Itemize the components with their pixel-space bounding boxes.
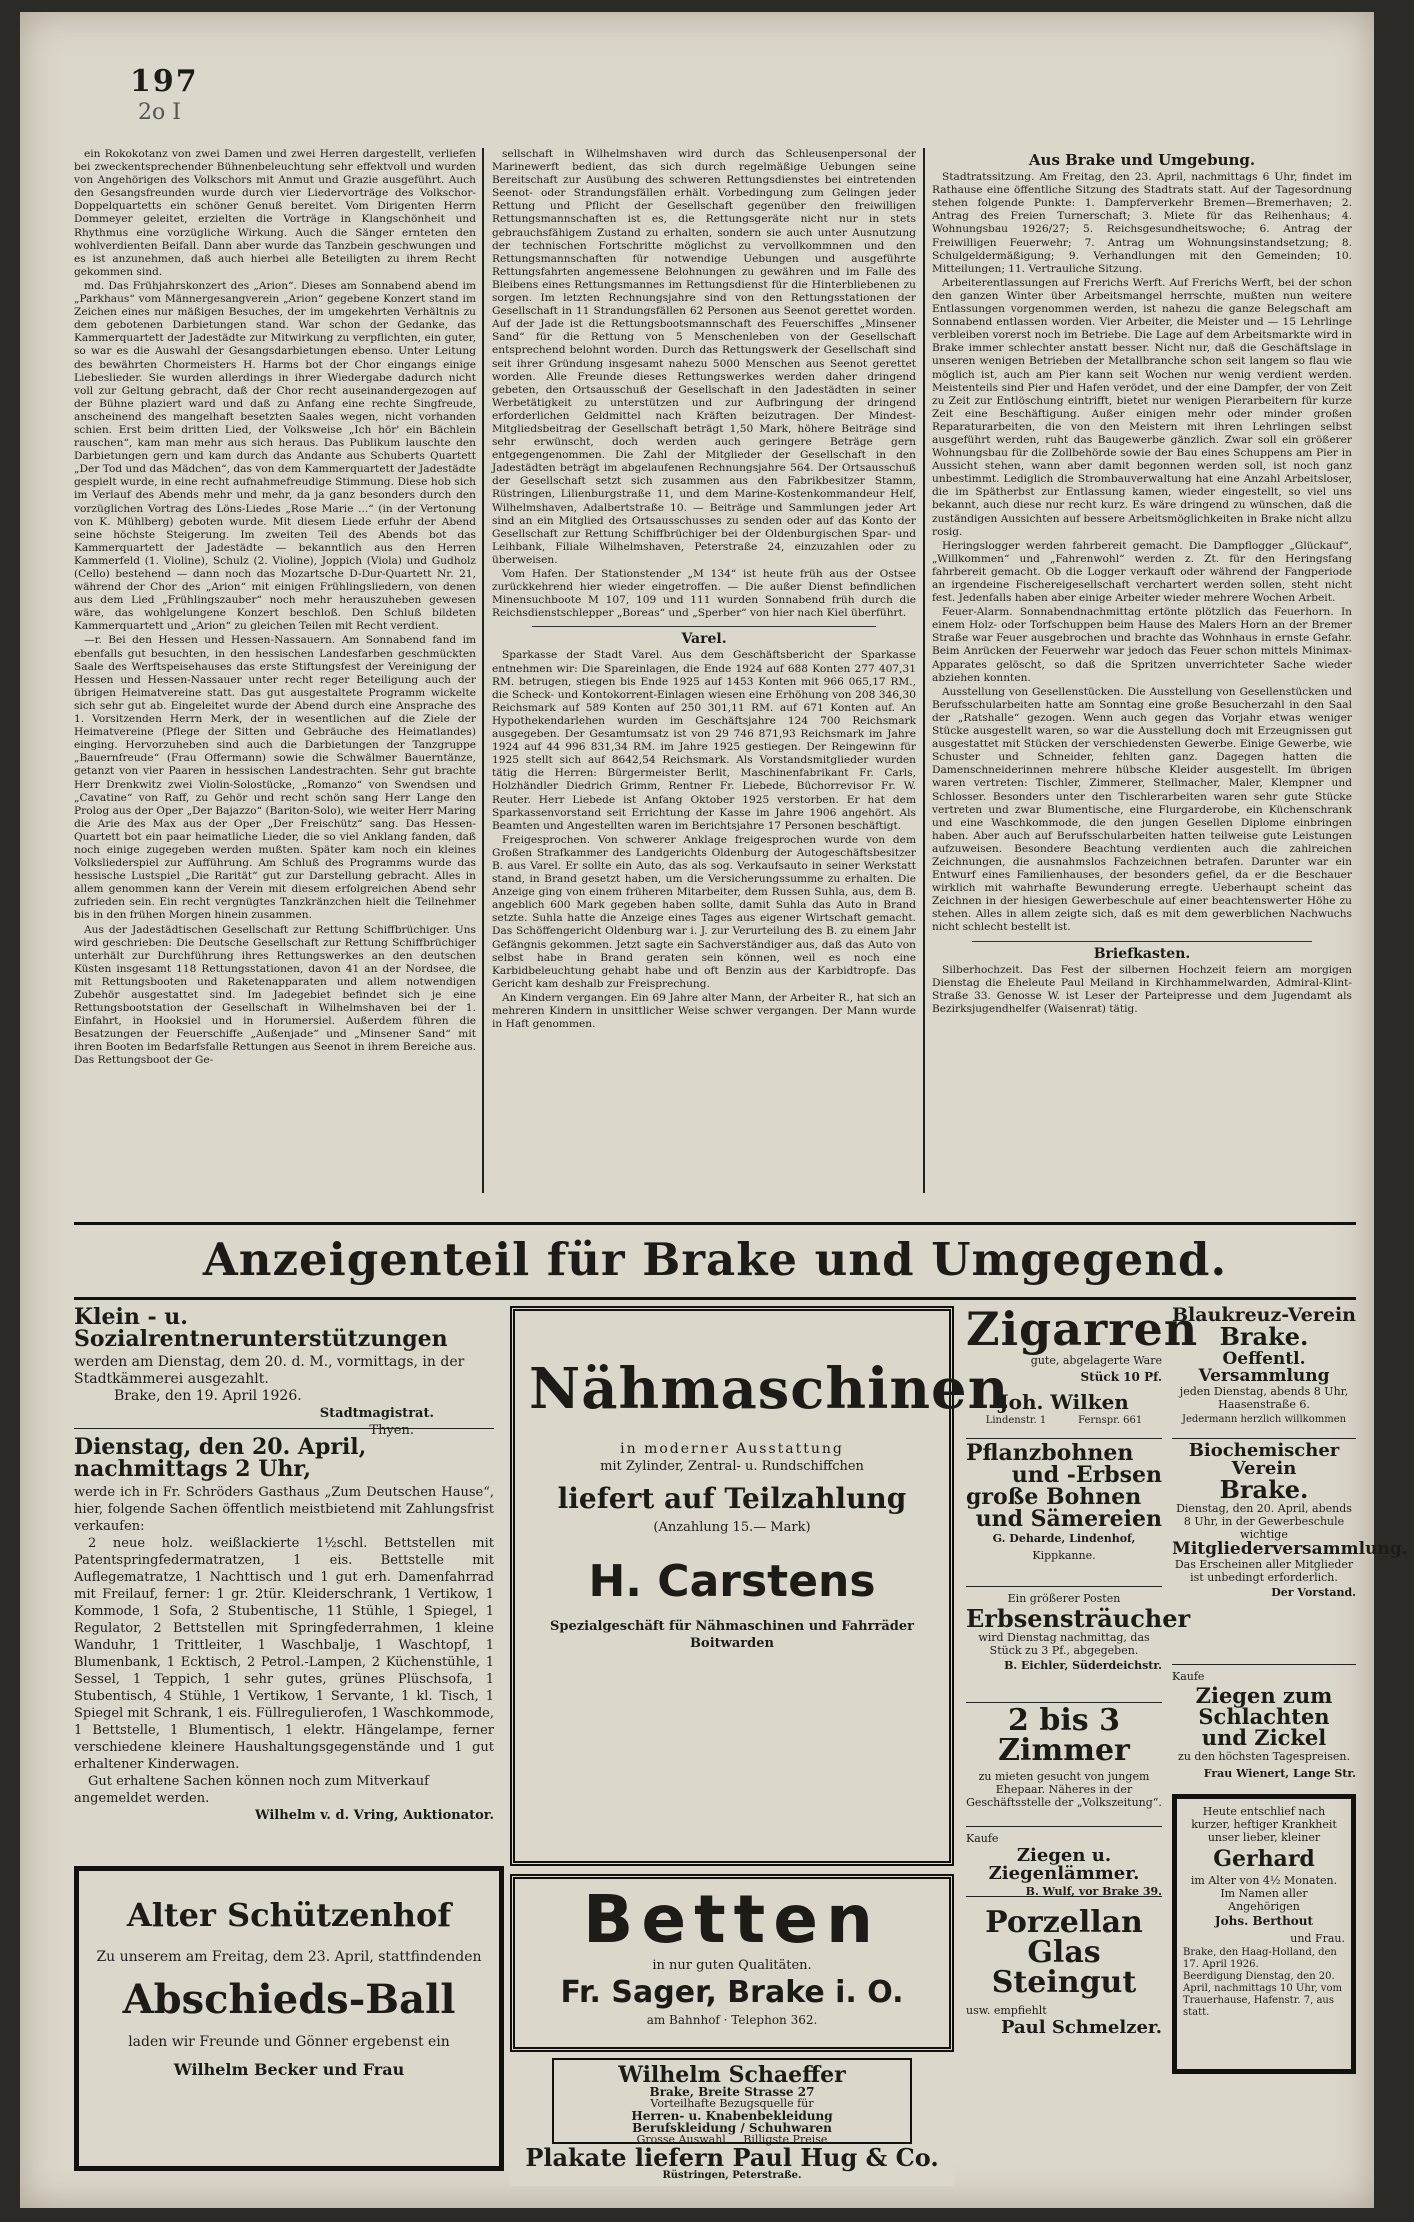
ad-body: Dienstag, den 20. April, abends 8 Uhr, in der Gewerbeschule wichtige <box>1176 1502 1352 1541</box>
ad-pflanzbohnen <box>966 1442 1162 1584</box>
ad-body: Brake, Breite Strasse 27 <box>649 2085 815 2099</box>
divider <box>966 1438 1162 1439</box>
ad-body: Kaufe <box>1172 1670 1205 1683</box>
ad-event: Abschieds-Ball <box>122 1976 456 2023</box>
ad-title: Zigarren <box>966 1302 1199 1356</box>
ad-title: Steingut <box>991 1965 1137 2000</box>
ad-zigarren <box>966 1302 1199 1436</box>
ad-signature: Frau Wienert, Lange Str. <box>1203 1767 1356 1780</box>
page-number: 197 <box>130 64 199 99</box>
ad-title: und -Erbsen <box>1011 1462 1162 1488</box>
divider <box>966 1826 1162 1827</box>
paragraph: Arbeiterentlassungen auf Frerichs Werft. Auf Frerichs Werft, bei der schon den ganzen Winter über Arbeitsmangel herrschte, mußten nun weitere Entlassungen vorgenommen werden, ist nahezu die ganze Belegschaft am Sonnabend entlassen worden. Vier Arbeiter, die Meister und — 15 Lehrlinge verbleiben vorerst noch im Betriebe. Die Lage auf dem Arbeitsmarkte wird in Brake immer schlechter anstatt besser. Nicht nur, daß die Geschäftslage in unseren wenigen Betrieben der Metallbranche schon seit langem so flau wie möglich ist, auch am Pier kann seit Wochen nur wenig verdient werden. Meistenteils sind Pier und Hafen verödet, und der eine Dampfer, der von Zeit zu Zeit zur Entlöschung eintrifft, bietet nur wenigen Pierarbeitern für kurze Zeit eine Beschäftigung. Außer einigen mehr oder minder großen Reparaturarbeiten, die von den Meistern mit ihren Lehrlingen selbst ausgeführt werden, ruht das Baugewerbe gänzlich. Zwar soll ein größerer Wohnungsbau für die Zollbehörde sowie der Bau eines Schuppens am Pier in Aussicht stehen, wann aber damit begonnen werden soll, ist noch ganz unbestimmt. Lediglich die Strombauverwaltung hat eine Anzahl Arbeitsloser, die im Spätherbst zur Entlassung kamen, wieder eingestellt, so viel uns bekannt, auch diese nur recht kurz. Es wäre dringend zu wünschen, daß die zuständigen Aussichten auf bessere Arbeitsmöglichkeiten in Brake nicht allzu rosig. <box>932 276 1352 538</box>
paragraph: Silberhochzeit. Das Fest der silbernen Hochzeit feiern am morgigen Dienstag die Eheleute Paul Meiland in Kirchhammelwarden, Admiral-Klint-Straße 33. Genosse W. ist Leser der Parteipresse und dem Jugendamt als Bezirksjugendhelfer (Waisenrat) tätig. <box>932 963 1352 1015</box>
ad-title: Alter Schützenhof <box>126 1896 452 1934</box>
ad-name: Gerhard <box>1213 1846 1315 1872</box>
ad-place: Boitwarden <box>690 1636 774 1651</box>
ad-body: usw. empfiehlt <box>966 2004 1047 2017</box>
paragraph: Feuer-Alarm. Sonnabendnachmittag ertönte plötzlich das Feuerhorn. In einem Holz- oder Torfschuppen beim Hause des Malers Horn an der Bremer Straße war Feuer ausgebrochen und brachte das Wohnhaus in ernste Gefahr. Beim Anrücken der Feuerwehr war jedoch das Feuer schon mittels Minimax-Apparates gelöscht, so daß die Spritzen unverrichteter Sache wieder abziehen konnten. <box>932 606 1352 684</box>
ad-zimmer <box>966 1703 1162 1824</box>
ads-banner: Anzeigenteil für Brake und Umgegend. <box>74 1222 1356 1300</box>
ad-title: Plakate liefern Paul Hug & Co. <box>525 2143 939 2172</box>
ad-rentner <box>74 1304 494 1438</box>
ad-name: H. Carstens <box>588 1556 876 1607</box>
ad-body: Jedermann herzlich willkommen <box>1181 1414 1347 1425</box>
paragraph: md. Das Frühjahrskonzert des „Arion“. Dieses am Sonnabend abend im „Parkhaus“ vom Männergesangverein „Arion“ gegebene Konzert stand im Zeichen eines nur mäßigen Besuches, der im umgekehrten Verhältnis zu dem gebotenen Darbietungen stand. War schon der Gedanke, das Kammerquartett der Jadestädte zur Mitwirkung zu verpflichten, ein guter, so war es die Auswahl der Gesangsdarbietungen ebenso. Unter Leitung des bewährten Chormeisters H. Harms bot der Chor eingangs einige Liebeslieder. Sie wurden allerdings in ihrer Wiedergabe dadurch nicht voll zur Geltung gebracht, daß der Chor recht auseinandergezogen auf der Bühne plaziert ward und daß zu Anfang eine rechte Singfreude, anscheinend des mangelhaft besetzten Saales wegen, nicht vorhanden schien. Erst beim dritten Lied, der Volksweise „Ich hör' ein Bächlein rauschen“, kam man mehr aus sich heraus. Das Publikum lauschte den Darbietungen gern und kam durch das Andante aus Schuberts Quartett „Der Tod und das Mädchen“, das von dem Kammerquartett der Jadestädte gespielt wurde, in eine recht aufnahmefreudige Stimmung. Diese hob sich im Verlauf des Abends mehr und mehr, da ja ganz besonders durch den vorzüglichen Vortrag des Löns-Liedes „Rose Marie ...“ (in der Vertonung von K. Mühlberg) geboten wurde. Mit diesem Liede erfuhr der Abend seine höchste Steigerung. Im zweiten Teil des Abends bot das Kammerquartett der Jadestädte — bekanntlich aus den Herren Kammerfeld (1. Violine), Schulz (2. Violine), Joppich (Viola) und Gudholz (Cello) bestehend — dann noch das Mozartsche D-Dur-Quartett Nr. 21, während der Chor des „Arion“ mit einigen Frühlingsliedern, von denen aus dem Lied „Frühlingszauber“ noch mehr herauszuheben gewesen wäre, das wohlgelungene Konzert beschloß. Den Schluß bildeten Kammerquartett und „Arion“ zu gleichen Teilen mit Recht verdient. <box>74 279 476 633</box>
ad-title: Glas <box>1027 1935 1101 1970</box>
section-heading-varel: Varel. <box>681 631 727 648</box>
ad-signature: Stadtmagistrat. <box>319 1406 434 1421</box>
ad-body: mit Zylinder, Zentral- u. Rundschiffchen <box>600 1459 864 1474</box>
ad-title: große Bohnen <box>966 1484 1142 1510</box>
ad-body: Ein größerer Posten <box>1007 1592 1121 1605</box>
ad-body: in moderner Ausstattung <box>620 1441 844 1457</box>
column-2 <box>492 148 916 1198</box>
ad-body: Spezialgeschäft für Nähmaschinen und Fahrräder <box>550 1619 914 1634</box>
section-heading-brake: Aus Brake und Umgebung. <box>1028 151 1256 169</box>
ad-body: Stück 10 Pf. <box>1080 1370 1162 1384</box>
paragraph: Vom Hafen. Der Stationstender „M 134“ ist heute früh aus der Ostsee zurückkehrend hier wieder eingetroffen. — Die außer Dienst befindlichen Minensuchboote M 107, 109 und 111 wurden Sonnabend früh durch die Reichsdienstschlepper „Boreas“ und „Sperber“ von hier nach Kiel überführt. <box>492 568 916 620</box>
section-heading-briefkasten: Briefkasten. <box>1093 945 1191 962</box>
ad-plakate-box <box>510 2143 954 2186</box>
ad-title: Pflanzbohnen <box>966 1440 1134 1466</box>
ad-title: und Zickel <box>1201 1725 1327 1750</box>
ad-body: Herren- u. Knabenbekleidung <box>631 2109 833 2123</box>
ad-biochemie <box>1172 1440 1408 1662</box>
ad-body: im Alter von 4½ Monaten. <box>1190 1874 1338 1887</box>
ad-title: Dienstag, den 20. April, nachmittags 2 Uhr, <box>74 1434 367 1482</box>
ad-porzellan <box>966 1900 1162 2080</box>
divider <box>966 1896 1162 1897</box>
column-3 <box>932 148 1352 1198</box>
ad-body: in nur guten Qualitäten. <box>652 1958 812 1973</box>
ad-traueranzeige <box>1172 1794 1356 2074</box>
ad-betten <box>510 1874 954 2052</box>
ad-title: Porzellan <box>985 1905 1143 1940</box>
ad-title: Mitgliederversammlung. <box>1172 1539 1408 1559</box>
ad-signature: B. Wulf, vor Brake 39. <box>1025 1885 1162 1898</box>
ad-name: Fr. Sager, Brake i. O. <box>560 1975 904 2010</box>
ad-title: und Sämereien <box>975 1506 1162 1532</box>
ad-signature: Der Vorstand. <box>1271 1586 1356 1599</box>
ad-body: Gut erhaltene Sachen können noch zum Mitverkauf angemeldet werden. <box>74 1774 429 1806</box>
ad-body: Im Namen aller Angehörigen <box>1220 1887 1308 1913</box>
ad-signature: Thyen. <box>369 1423 414 1438</box>
divider <box>972 941 1312 942</box>
ad-title: Biochemischer Verein <box>1188 1440 1340 1479</box>
ad-place: Kippkanne. <box>1032 1549 1096 1562</box>
ad-title: Brake. <box>1219 1475 1309 1504</box>
divider <box>1172 1438 1356 1439</box>
ad-body: 2 neue holz. weißlackierte 1½schl. Bettstellen mit Patentspringfedermatratzen, 1 eis. Bettstelle mit Auflegematratze, 1 Nachttisch und 1 gut erh. Damenfahrrad mit Freilauf, ferner: 1 gr. 2tür. Kleiderschrank, 1 Vertikow, 1 Kommode, 1 Sofa, 2 Stubentische, 11 Stühle, 1 Spiegel, 1 Regulator, 2 Bettstellen mit Springfederrahmen, 1 kleine Wanduhr, 1 Trittleiter, 1 Waschbalje, 1 Waschtopf, 1 Blumenbank, 1 Ecktisch, 2 Petrol.-Lampen, 2 Küchenstühle, 1 Sessel, 1 Teppich, 1 sehr gutes, grünes Plüschsofa, 1 Stubentisch, 4 Stühle, 1 Vertikow, 1 Servante, 1 kl. Tisch, 1 Spiegel mit Schrank, 1 eis. Füllregulierofen, 1 Waschkommode, 1 Bettstelle, 1 Blumentisch, 1 elektr. Hängelampe, ferner verschiedene kleinere Haushaltungsgegenstände und 1 gut erhaltener Kinderwagen. <box>74 1536 494 1772</box>
ad-auktion <box>74 1436 494 1836</box>
divider <box>966 1586 1162 1587</box>
ad-blaukreuz <box>1172 1306 1356 1436</box>
ad-title: Klein - u. Sozialrentnerunterstützungen <box>74 1304 448 1352</box>
ad-body: Berufskleidung / Schuhwaren <box>632 2121 832 2135</box>
paragraph: ein Rokokotanz von zwei Damen und zwei Herren dargestellt, verliefen bei zweckentsprechender Bühnenbeleuchtung sehr effektvoll und wurden von Angehörigen des Volkschors mit Anmut und Grazie ausgeführt. Auch den Gesangsfreunden wurde durch vier Liedervorträge des Volkschor-Doppelquartetts ein schöner Genuß bereitet. Vom Dirigenten Herrn Dommeyer geleitet, erzielten die Vorträge in Klangschönheit und Rhythmus eine vorzügliche Wirkung. Auch die Sänger ernteten den wohlverdienten Beifall. Dann aber wurde das Tanzbein geschwungen und es ist anzunehmen, daß auch hierbei alle Beteiligten zu ihrem Recht gekommen sind. <box>74 148 476 278</box>
ad-body: Vorteilhafte Bezugsquelle für <box>650 2097 814 2110</box>
ad-signature: Wilhelm Becker und Frau <box>173 2060 405 2079</box>
ads-section <box>74 1302 1408 2186</box>
ad-body: Brake, den Haag-Holland, den 17. April 1926. <box>1183 1947 1337 1970</box>
ad-body: Beerdigung Dienstag, den 20. April, nachmittags 10 Uhr, vom Trauerhause, Hafenstr. 7, aus statt. <box>1183 1971 1342 2018</box>
ad-headline: liefert auf Teilzahlung <box>557 1482 907 1515</box>
ad-body: zu den höchsten Tagespreisen. <box>1178 1750 1350 1763</box>
paragraph: Stadtratssitzung. Am Freitag, den 23. April, nachmittags 6 Uhr, findet im Rathause eine öffentliche Sitzung des Stadtrats statt. Auf der Tagesordnung stehen folgende Punkte: 1. Dampferverkehr Bremen—Bremerhaven; 2. Antrag des Freien Turnerschaft; 3. Miete für das Reihenhaus; 4. Wohnungsbau 1926/27; 5. Reichsgesundheitswoche; 6. Antrag der Freiwilligen Feuerwehr; 7. Antrag um Wohnungsinstandsetzung; 8. Schulgeldermäßigung; 9. Verhandlungen mit den Gemeinden; 10. Mitteilungen; 11. Vertrauliche Sitzung. <box>932 171 1352 275</box>
ad-signature: Wilhelm v. d. Vring, Auktionator. <box>255 1808 494 1823</box>
ad-place: Brake, den 19. April 1926. <box>114 1388 302 1404</box>
ad-body: Heute entschlief nach kurzer, heftiger Krankheit unser lieber, kleiner <box>1191 1805 1337 1844</box>
ad-body: gute, abgelagerte Ware <box>1030 1354 1162 1367</box>
paragraph: Aus der Jadestädtischen Gesellschaft zur Rettung Schiffbrüchiger. Uns wird geschrieben: Die Deutsche Gesellschaft zur Rettung Schiffbrüchiger unterhält zur Durchführung ihres Rettungswerkes an den deutschen Küsten insgesamt 118 Rettungsstationen, davon 41 an der Nordsee, die mit Rettungsbooten und Raketenapparaten und allem notwendigen Zubehör ausgestattet sind. Im Jadegebiet befindet sich je eine Rettungsbootstation der Gesellschaft in Wilhelmshaven bei der 1. Einfahrt, in Hooksiel und in Horumersiel. Außerdem führen die Besatzungen der Feuerschiffe „Außenjade“ und „Minsener Sand“ mit ihren Booten im Bedarfsfalle Rettungen aus Seenot in ihrem Bereiche aus. Das Rettungsboot der Ge- <box>74 923 476 1067</box>
column-divider <box>923 148 925 1193</box>
ad-body: Grosse Auswahl Billigste Preise <box>636 2133 828 2146</box>
divider <box>74 1428 494 1429</box>
ad-name: Paul Schmelzer. <box>1000 2017 1162 2038</box>
ad-body: jeden Dienstag, abends 8 Uhr, Haasenstraße 6. <box>1179 1385 1349 1411</box>
paragraph: Heringslogger werden fahrbereit gemacht. Die Dampflogger „Glückauf“, „Willkommen“ und „Fahrenwohl“ werden z. Zt. für den Heringsfang fahrbereit gemacht. Ob die Logger verkauft oder während der Fangperiode an irgendeine Fischereigesellschaft verchartert werden sollen, steht nicht fest. Jedenfalls haben aber einige Arbeiter wieder mehrere Wochen Arbeit. <box>932 539 1352 605</box>
ad-body: zu mieten gesucht von jungem Ehepaar. Näheres in der Geschäftsstelle der „Volkszeitung“. <box>966 1770 1162 1809</box>
ad-body: werden am Dienstag, dem 20. d. M., vormittags, in der Stadtkämmerei ausgezahlt. <box>74 1354 465 1387</box>
ad-body: Zu unserem am Freitag, dem 23. April, stattfindenden <box>96 1949 482 1965</box>
ad-ziegen-lammer <box>966 1830 1162 1898</box>
ad-title: Ziegen u. Ziegenlämmer. <box>988 1845 1140 1884</box>
ad-title: 2 bis 3 Zimmer <box>998 1703 1130 1768</box>
column-divider <box>482 148 484 1193</box>
divider <box>532 626 876 627</box>
paragraph: Sparkasse der Stadt Varel. Aus dem Geschäftsbericht der Sparkasse entnehmen wir: Die Spareinlagen, die Ende 1924 auf 688 Konten 277 407,31 RM. betrugen, stiegen bis Ende 1925 auf 1453 Konten mit 966 065,17 RM., die Scheck- und Kontokorrent-Einlagen wiesen eine Erhöhung von 208 346,30 Reichsmark auf 589 Konten auf 250 301,11 RM. auf 671 Konten auf. An Hypothekendarlehen wurden im Geschäftsjahre 124 700 Reichsmark ausgegeben. Der Gesamtumsatz ist von 29 746 871,93 Reichsmark im Jahre 1924 auf 44 996 831,34 RM. im Jahre 1925 gestiegen. Der Reingewinn für 1925 stellt sich auf 8642,54 Reichsmark. Als Vorstandsmitglieder wurden tätig die Herren: Bürgermeister Berlit, Maschinenfabrikant Fr. Carls, Holzhändler Diedrich Grimm, Rentner Fr. Liebede, Büchorrevisor Fr. W. Reuter. Herr Liebede ist Anfang Oktober 1925 verstorben. Er hat dem Sparkassenvorstand seit Errichtung der Kasse im Jahre 1906 angehört. Als Beamten und Angestellten waren im Berichtsjahre 17 Personen beschäftigt. <box>492 649 916 832</box>
ad-name: Joh. Wilken <box>999 1390 1129 1414</box>
ad-ziegen-schlachten <box>1172 1668 1356 1786</box>
ad-signature: Johs. Berthout <box>1214 1914 1314 1928</box>
ad-signature: B. Eichler, Süderdeichstr. <box>1004 1659 1162 1672</box>
ad-title: Ziegen zum Schlachten <box>1195 1683 1333 1729</box>
ad-body: werde ich in Fr. Schröders Gasthaus „Zum Deutschen Hause“, hier, folgende Sachen öffentlich meistbietend mit Zahlungsfrist verkaufen: <box>74 1485 494 1534</box>
ad-title: Blaukreuz-Verein <box>1172 1304 1356 1326</box>
paragraph: —r. Bei den Hessen und Hessen-Nassauern. Am Sonnabend fand im ebenfalls gut besuchten, in den hessischen Landesfarben geschmückten Saale des Werftspeisehauses das erste Stiftungsfest der Vereinigung der Hessen und Hessen-Nassauer unter recht reger Beteiligung auch der übrigen Heimatvereine statt. Das gut ausgestaltete Programm wickelte sich sehr gut ab. Eingeleitet wurde der Abend durch eine Ansprache des 1. Vorsitzenden Herrn Merk, der in wesentlichen auf die Ziele der Heimatvereine (Pflege der Sitten und Gebräuche des Heimatlandes) einging. Hervorzuheben sind auch die Darbietungen der Tanzgruppe „Bauernfreude“ (Frau Offermann) sowie die Schwälmer Bauerntänze, getanzt von vier Paaren in hessischen Landestrachten. Sehr gut brachte Herr Drenkwitz zwei Violin-Solostücke, „Romanzo“ von Swendsen und „Cavatine“ von Raff, zu Gehör und recht schön sang Herr Lange den Prolog aus der Oper „Der Bajazzo“ (Bariton-Solo), wie weiter Herr Maring die Arie des Max aus der Oper „Der Freischütz“ sang. Das Hessen-Quartett bot ein paar heimatliche Lieder, die so viel Anklang fanden, daß noch einige zugegeben werden mußten. Später kam noch ein kleines Volksliederspiel zur Aufführung. Am Schluß des Programms wurde das hessische Lustspiel „Die Rarität“ gut zur Darstellung gebracht. Alles in allem genommen kann der Verein mit diesem erfolgreichen Abend sehr zufrieden sein. Ein recht vergnügtes Tanzkränzchen hielt die Teilnehmer bis in den frühen Morgen hinein zusammen. <box>74 634 476 922</box>
ad-name: Wilhelm Schaeffer <box>618 2062 846 2088</box>
ad-body: Das Erscheinen aller Mitglieder ist unbedingt erforderlich. <box>1174 1558 1354 1584</box>
ad-signature: und Frau. <box>1290 1932 1345 1945</box>
ad-body: (Anzahlung 15.— Mark) <box>653 1520 811 1535</box>
article-columns <box>74 148 1356 1198</box>
ad-body: am Bahnhof · Telephon 362. <box>646 2013 818 2027</box>
ad-schuetzenhof <box>74 1866 504 2171</box>
ad-title: Oeffentl. Versammlung <box>1198 1349 1330 1386</box>
ad-title: Brake. <box>1219 1322 1309 1351</box>
ad-schaeffer <box>552 2058 912 2144</box>
ad-title: Betten <box>583 1881 881 1958</box>
page-number-faint: 2o I <box>138 100 181 125</box>
paragraph: Ausstellung von Gesellenstücken. Die Ausstellung von Gesellenstücken und Berufsschularbeiten hatte am Sonntag eine große Besucherzahl in den Saal der „Ratshalle“ gezogen. Wenn auch gegen das Vorjahr etwas weniger Stücke ausgestellt waren, so war die Ausstellung doch mit Erzeugnissen gut ausgestattet mit Stücken der verschiedensten Gewerbe. Einige Gewerbe, wie Schuster und Schneider, fehlten ganz. Dagegen hatten die Damenschneiderinnen mehrere hübsche Kleider ausgestellt. Im übrigen waren vertreten: Tischler, Zimmerer, Stellmacher, Maler, Klempner und Schlosser. Besonders unter den Tischlerarbeiten waren sehr gute Stücke vertreten und zwar Blumentische, eine Flurgarderobe, ein Küchenschrank und eine Waschkommode, die den jungen Gesellen Diplome einbringen haben. Aber auch auf Berufsschularbeiten hatten teilweise gute Leistungen aufzuweisen. Besondere Beachtung verdienten auch die zahlreichen Zeichnungen, die ausnahmslos Fachzeichnen betrafen. Darunter war ein Entwurf eines Familienhauses, der besonders gefiel, da er die Beschauer wirklich mit wahrhafte Bewunderung erregte. Ueberhaupt scheint das Zeichnen in der hiesigen Gewerbeschule auf einer beachtenswerter Höhe zu stehen. Alles in allem zeigte sich, daß es mit dem gewerblichen Nachwuchs nicht schlecht bestellt ist. <box>932 685 1352 934</box>
ad-place: Rüstringen, Peterstraße. <box>662 2170 802 2181</box>
divider <box>1172 1664 1356 1665</box>
paragraph: Freigesprochen. Von schwerer Anklage freigesprochen wurde von dem Großen Strafkammer des Landgerichts Oldenburg der Autogeschäftsbesitzer B. aus Varel. Er sollte ein Auto, das als sog. Verkaufsauto in seiner Werkstatt stand, in Brand gesetzt haben, um die Versicherungssumme zu erhalten. Die Anzeige ging von einem früheren Mitarbeiter, dem Russen Suhla, aus, dem B. angeblich 600 Mark gegeben haben sollte, damit Suhla das Auto in Brand setzte. Suhla hatte die Anzeige eines Tages aus eigener Wirtschaft gemacht. Das Schöffengericht Oldenburg war i. J. zur Verurteilung des B. zu einem Jahr Gefängnis gekommen. Jetzt sagte ein Sachverständiger aus, daß das Auto von selbst habe in Brand geraten sein können, weil es noch eine Karbidbeleuchtung gehabt habe und oft Benzin aus der Karbidtropfe. Das Gericht kam deshalb zur Freisprechung. <box>492 833 916 990</box>
ad-body: Kaufe <box>966 1832 999 1845</box>
ad-name: G. Deharde, Lindenhof, <box>992 1532 1136 1545</box>
ad-title: Nähmaschinen <box>529 1356 1010 1422</box>
ad-body: laden wir Freunde und Gönner ergebenst ein <box>128 2034 450 2050</box>
ad-body: wird Dienstag nachmittag, das Stück zu 3 Pf., abgegeben. <box>978 1631 1150 1657</box>
paragraph: sellschaft in Wilhelmshaven wird durch das Schleusenpersonal der Marinewerft bedient, das sich durch regelmäßige Uebungen seine Bereitschaft zur Ausübung des schweren Rettungsdienstes bei eintretenden Seenot- oder Strandungsfällen erhält. Vorbedingung zum Gelingen jeder Rettung und Pflicht der Gesellschaft gegenüber den freiwilligen Rettungsmannschaften ist es, die Rettungsgeräte nicht nur in stets gebrauchsfähigem Zustand zu erhalten, sondern sie auch unter Ausnutzung der technischen Fortschritte möglichst zu vervollkommnen und den Rettungsmannschaften für notwendige Uebungen und ausgeführte Rettungsfahrten angemessene Belohnungen zu gewähren und im Falle des Bleibens eines Rettungsmannes im Rettungsdienst für die Hinterbliebenen zu sorgen. Im letzten Rechnungsjahre sind von den Rettungsstationen der Gesellschaft in 11 Strandungsfällen 62 Personen aus Seenot gerettet worden. Auf der Jade ist die Rettungsbootsmannschaft des Feuerschiffes „Minsener Sand“ für die Rettung von 5 Menschenleben von der Gesellschaft entsprechend belohnt worden. Durch das Rettungswerk der Gesellschaft sind seit ihrer Gründung insgesamt nahezu 5000 Menschen aus Seenot gerettet worden. Alle Freunde dieses Rettungswerkes werden daher dringend gebeten, den Ortsausschuß der Gesellschaft in den Jadestädten in seiner Werbetätigkeit zu unterstützen und zur Aufbringung der dringend erforderlichen Geldmittel nach Kräften beizutragen. Der Mindest-Mitgliedsbeitrag der Gesellschaft beträgt 1,50 Mark, höhere Beiträge sind sehr erwünscht, doch werden auch geringere Beträge gern entgegengenommen. Die Zahl der Mitglieder der Gesellschaft in den Jadestädten beträgt im abgelaufenen Rechnungsjahre 564. Der Ortsausschuß der Gesellschaft setzt sich zusammen aus den Fabrikbesitzer Stamm, Rüstringen, Lilienburgstraße 11, und dem Marine-Kostenkommandeur Helf, Wilhelmshaven, Adalbertstraße 10. — Beiträge und Sammlungen jeder Art sind an ein Mitglied des Ortsausschusses zu senden oder auf das Konto der Gesellschaft zur Rettung Schiffbrüchiger bei der Oldenburgischen Spar- und Leihbank, Filiale Wilhelmshaven, Peterstraße 24, einzuzahlen oder zu überweisen. <box>492 148 916 566</box>
paragraph: An Kindern vergangen. Ein 69 Jahre alter Mann, der Arbeiter R., hat sich an mehreren Kindern in unsittlicher Weise schwer vergangen. Der Mann wurde in Haft genommen. <box>492 991 916 1031</box>
column-1 <box>74 148 476 1198</box>
ad-body: Lindenstr. 1 Fernspr. 661 <box>985 1415 1143 1426</box>
ad-title: Erbsensträucher <box>966 1604 1191 1633</box>
